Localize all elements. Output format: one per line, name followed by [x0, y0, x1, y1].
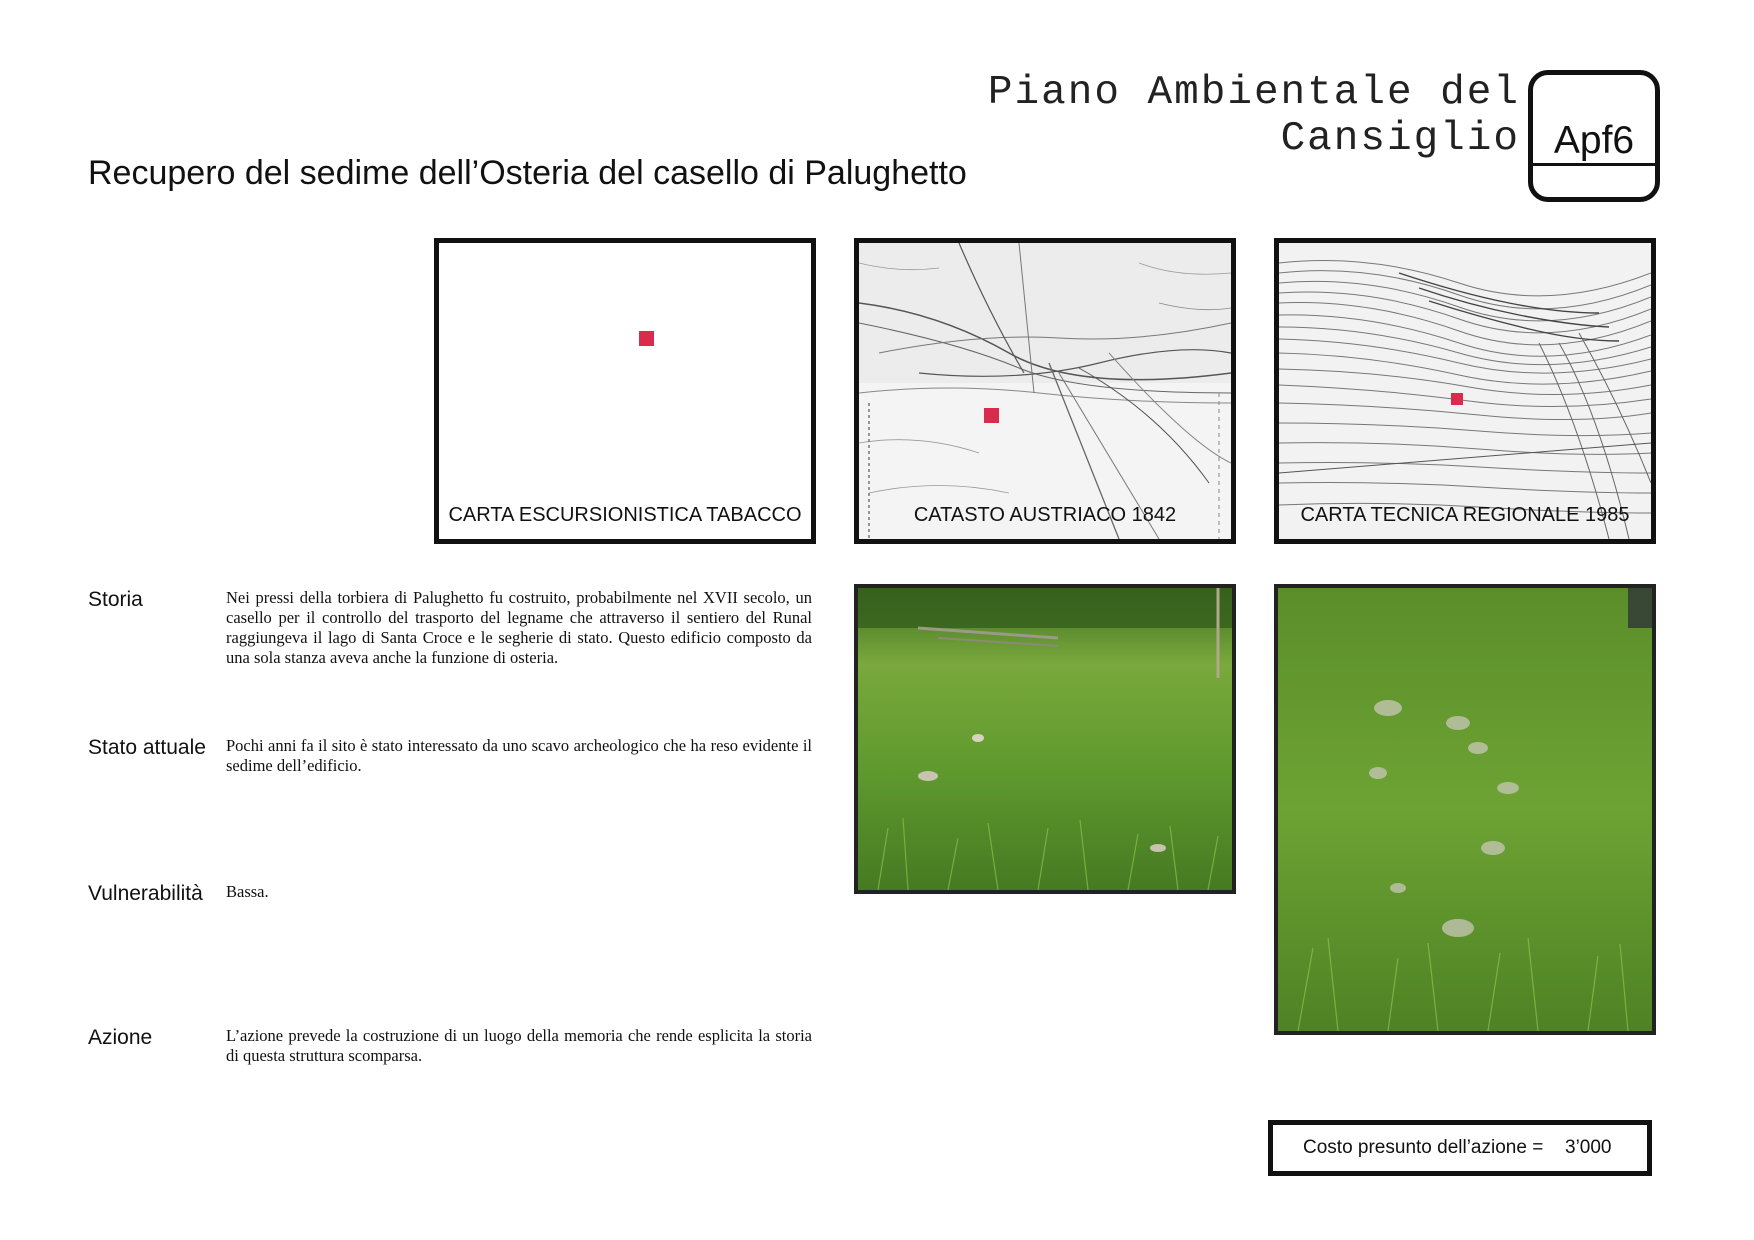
- cost-label: Costo presunto dell’azione =: [1303, 1137, 1544, 1158]
- section-text-azione: L’azione prevede la costruzione di un luogo della memoria che rende esplicita la storia di questa struttura scomparsa.: [226, 1026, 812, 1065]
- map-catasto-austriaco: [854, 238, 1236, 544]
- code-divider: [1533, 163, 1655, 166]
- section-text-stato-attuale: Pochi anni fa il sito è stato interessato da uno scavo archeologico che ha reso evidente il sedime dell’edificio.: [226, 736, 812, 775]
- map-carta-tecnica: [1274, 238, 1656, 544]
- location-marker: [1451, 393, 1463, 405]
- section-label-azione: Azione: [88, 1026, 153, 1049]
- catasto-map-image: [859, 243, 1231, 539]
- cost-box: [1268, 1120, 1652, 1176]
- sheet-code: Apf6: [1553, 119, 1635, 162]
- ruins-photo-image: [1278, 588, 1652, 1031]
- page-title: Recupero del sedime dell’Osteria del casello di Palughetto: [88, 154, 967, 192]
- contour-map-image: [1279, 243, 1651, 539]
- section-label-storia: Storia: [88, 588, 143, 611]
- location-marker: [984, 408, 999, 423]
- map-tabacco: [434, 238, 816, 544]
- site-photo-ruins: [1274, 584, 1656, 1035]
- site-photo-meadow: [854, 584, 1236, 894]
- sheet-code-box: [1528, 70, 1660, 202]
- map-caption-tecnica: CARTA TECNICA REGIONALE 1985: [1300, 504, 1630, 526]
- map-caption-catasto: CATASTO AUSTRIACO 1842: [913, 504, 1177, 526]
- map-caption-tabacco: CARTA ESCURSIONISTICA TABACCO: [448, 504, 802, 526]
- location-marker: [639, 331, 654, 346]
- cost-value: 3’000: [1565, 1137, 1612, 1158]
- section-label-vulnerabilita: Vulnerabilità: [88, 882, 203, 905]
- plan-title: Piano Ambientale del Cansiglio: [987, 70, 1520, 162]
- section-text-vulnerabilita: Bassa.: [226, 882, 269, 901]
- section-text-storia: Nei pressi della torbiera di Palughetto fu costruito, probabilmente nel XVII secolo, un casello per il controllo del trasporto del legname che attraverso il sentiero del Runal raggiungeva il lago di Santa Croce e le segherie di stato. Questo edificio composto da una sola stanza aveva anche la funzione di osteria.: [226, 588, 812, 667]
- section-label-stato-attuale: Stato attuale: [88, 736, 206, 759]
- meadow-photo-image: [858, 588, 1232, 890]
